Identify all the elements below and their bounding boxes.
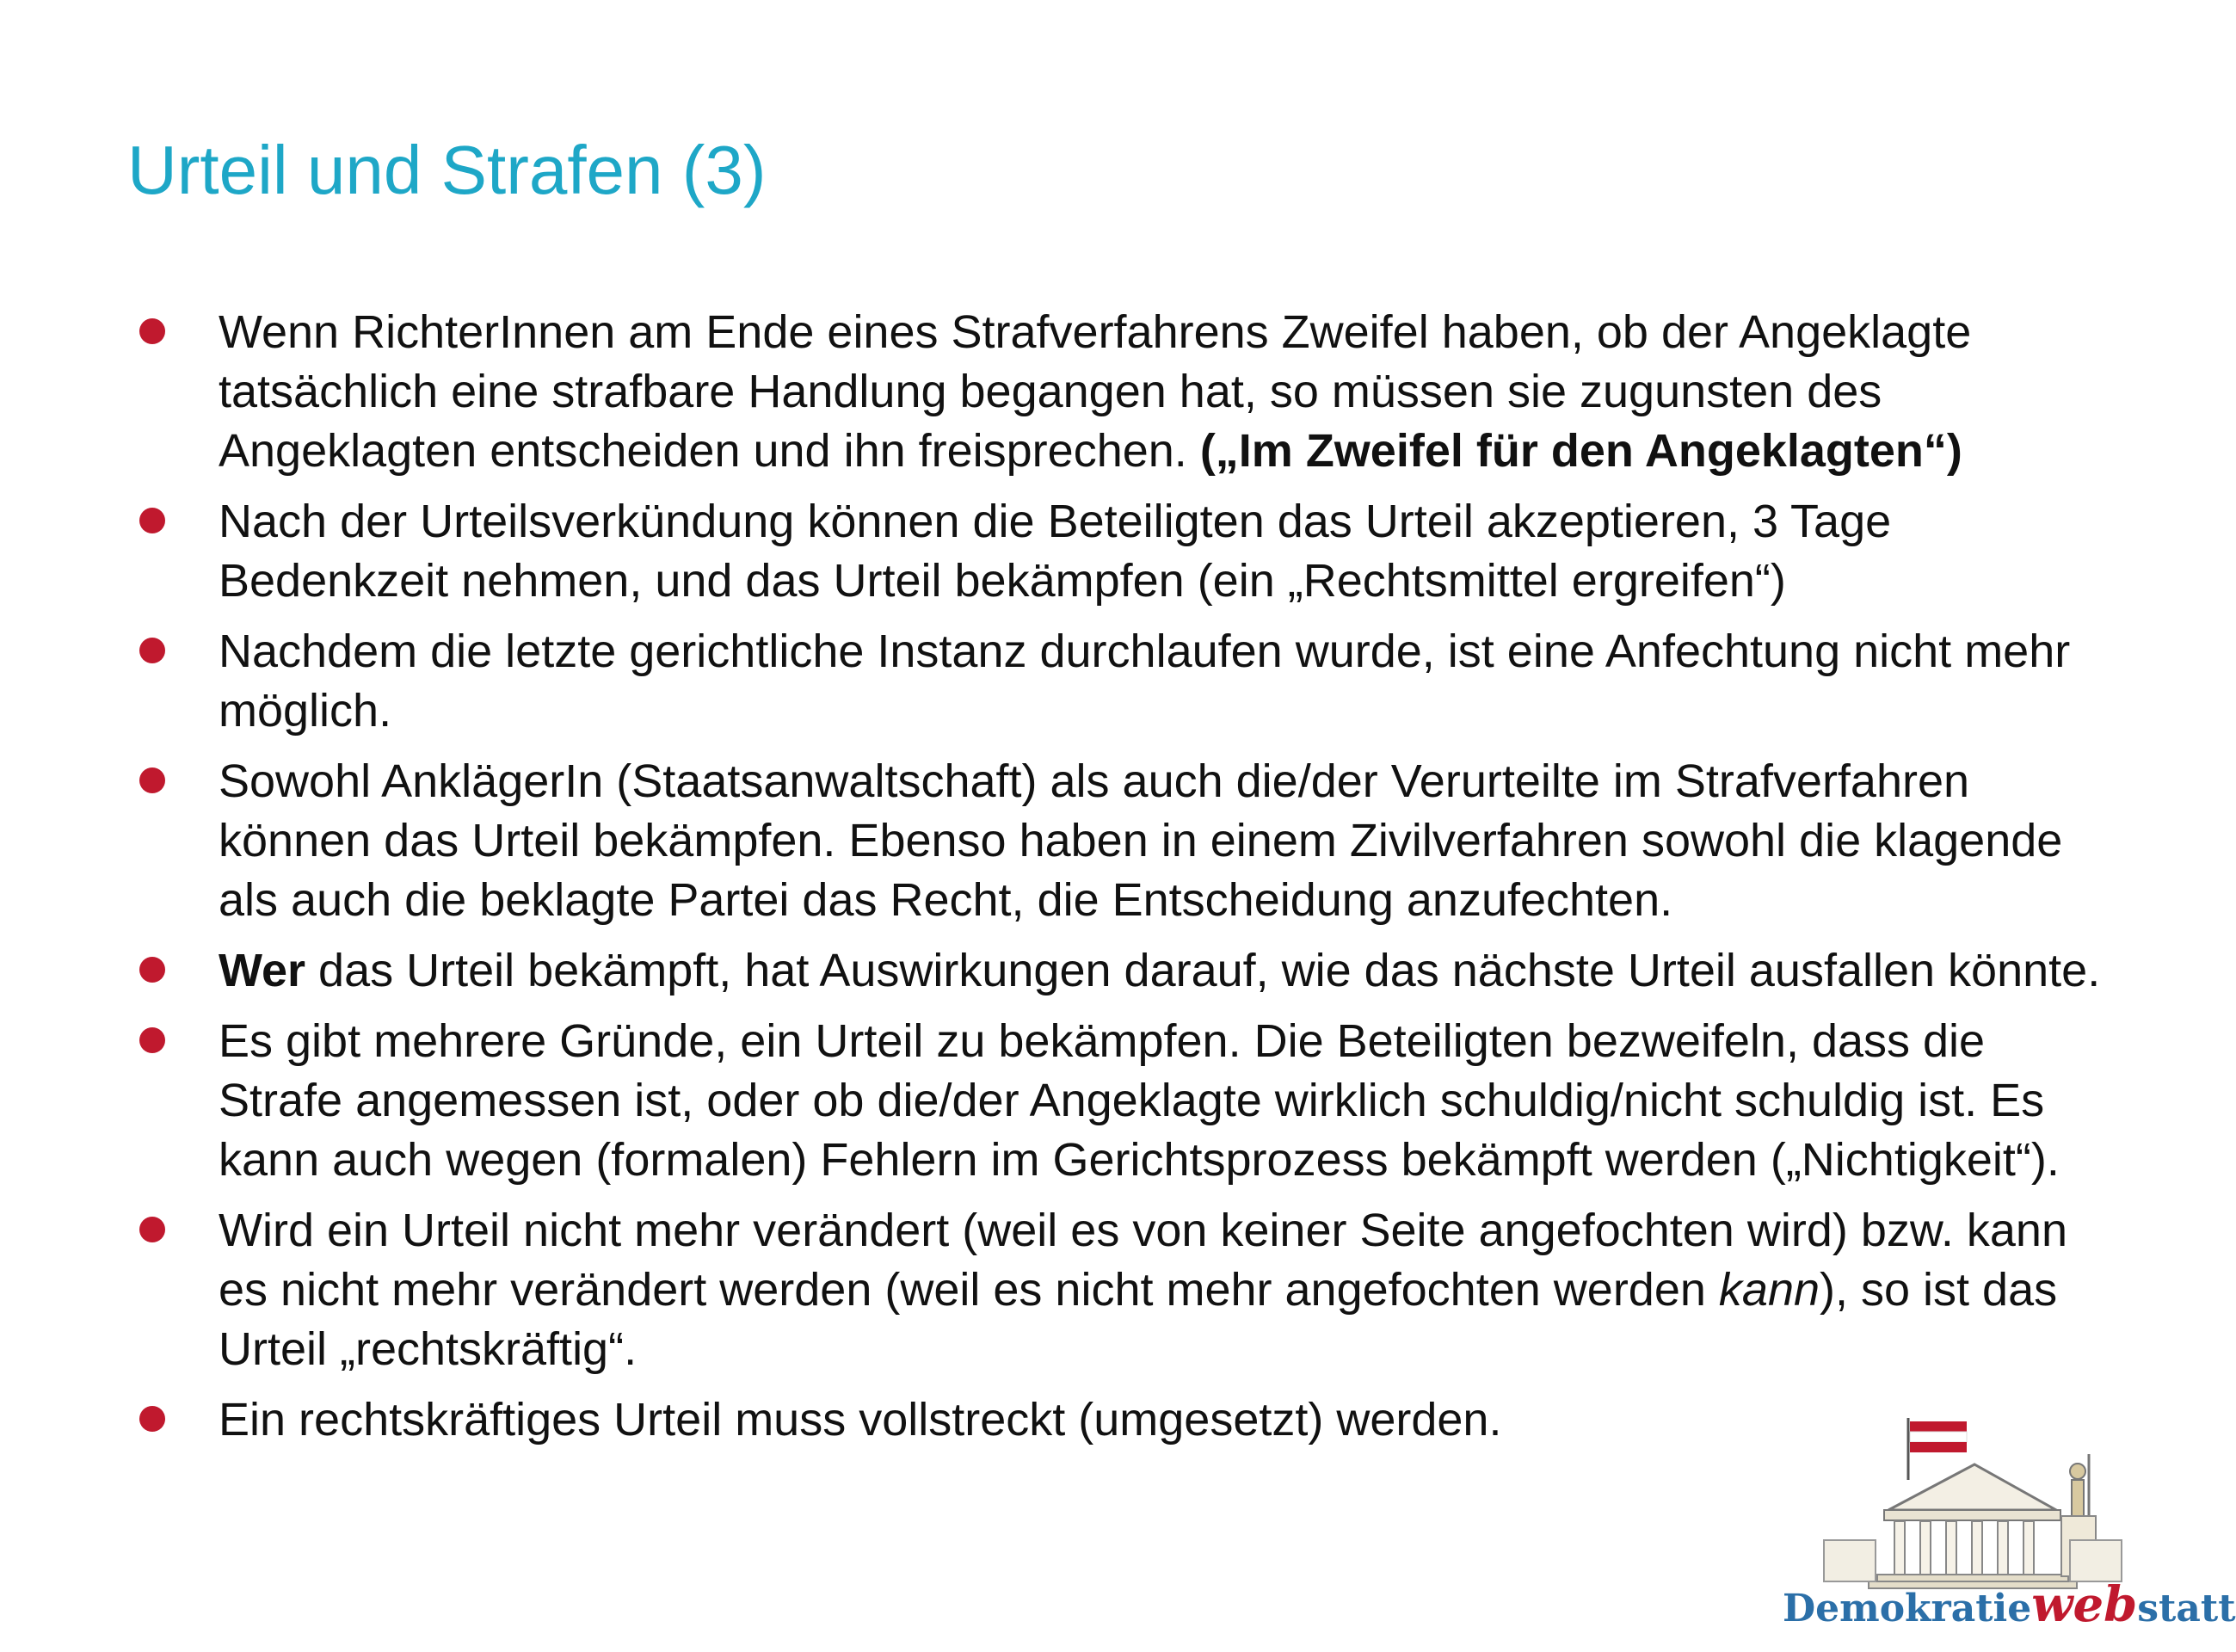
bullet-dot-icon	[139, 957, 165, 983]
bullet-item	[129, 1201, 2108, 1379]
bullet-dot-icon	[139, 318, 165, 344]
bullet-item	[129, 303, 2108, 481]
logo-text-part1: Demokratie	[1783, 1587, 2032, 1630]
bullet-dot-icon	[139, 508, 165, 533]
bullet-text: Wenn RichterInnen am Ende eines Strafverfahrens Zweifel haben, ob der Angeklagte tatsächlich eine strafbare Handlung begangen hat, so müssen sie zugunsten des Angeklagten entscheiden und ihn freisprechen.	[219, 306, 1972, 477]
bullet-text: Nach der Urteilsverkündung können die Beteiligten das Urteil akzeptieren, 3 Tage Bedenkzeit nehmen, und das Urteil bekämpfen (ein „Rechtsmittel ergreifen“)	[219, 496, 1892, 607]
bullet-item	[129, 1012, 2108, 1190]
demokratiewebstatt-logo	[1783, 1576, 2236, 1633]
bullet-text: kann	[1718, 1264, 1820, 1316]
bullet-item	[129, 941, 2108, 1001]
bullet-text: („Im Zweifel für den Angeklagten“)	[1199, 425, 1962, 477]
bullet-dot-icon	[139, 638, 165, 663]
bullet-text: das Urteil bekämpft, hat Auswirkungen darauf, wie das nächste Urteil ausfallen könnte.	[305, 945, 2101, 996]
bullet-dot-icon	[139, 1217, 165, 1242]
bullet-text: ), so ist das Urteil „rechtskräftig“.	[219, 1264, 2058, 1375]
bullet-text: Wer	[219, 945, 306, 996]
bullet-text: Sowohl AnklägerIn (Staatsanwaltschaft) als auch die/der Verurteilte im Strafverfahren können das Urteil bekämpfen. Ebenso haben in einem Zivilverfahren sowohl die klagende als auch die beklagte Partei das Recht, die Entscheidung anzufechten.	[219, 755, 2063, 926]
bullet-list	[129, 303, 2108, 1461]
bullet-text: Es gibt mehrere Gründe, ein Urteil zu bekämpfen. Die Beteiligten bezweifeln, dass die Strafe angemessen ist, oder ob die/der Angeklagte wirklich schuldig/nicht schuldig ist. Es kann auch wegen (formalen) Fehlern im Gerichtsprozess bekämpft werden („Nichtigkeit“).	[219, 1015, 2060, 1186]
bullet-item	[129, 622, 2108, 741]
bullet-item	[129, 492, 2108, 611]
bullet-text: Ein rechtskräftiges Urteil muss vollstreckt (umgesetzt) werden.	[219, 1394, 1502, 1446]
bullet-text: Wird ein Urteil nicht mehr verändert (weil es von keiner Seite angefochten wird) bzw. kann es nicht mehr verändert werden (weil es nicht mehr angefochten werden	[219, 1205, 2067, 1316]
bullet-dot-icon	[139, 767, 165, 793]
bullet-dot-icon	[139, 1027, 165, 1053]
bullet-item	[129, 752, 2108, 930]
slide-title: Urteil und Strafen (3)	[127, 132, 767, 208]
bullet-dot-icon	[139, 1406, 165, 1432]
bullet-text: Nachdem die letzte gerichtliche Instanz durchlaufen wurde, ist eine Anfechtung nicht mehr möglich.	[219, 626, 2071, 737]
logo-text-part2: web	[2031, 1576, 2138, 1633]
logo-text-part3: statt	[2137, 1587, 2236, 1630]
